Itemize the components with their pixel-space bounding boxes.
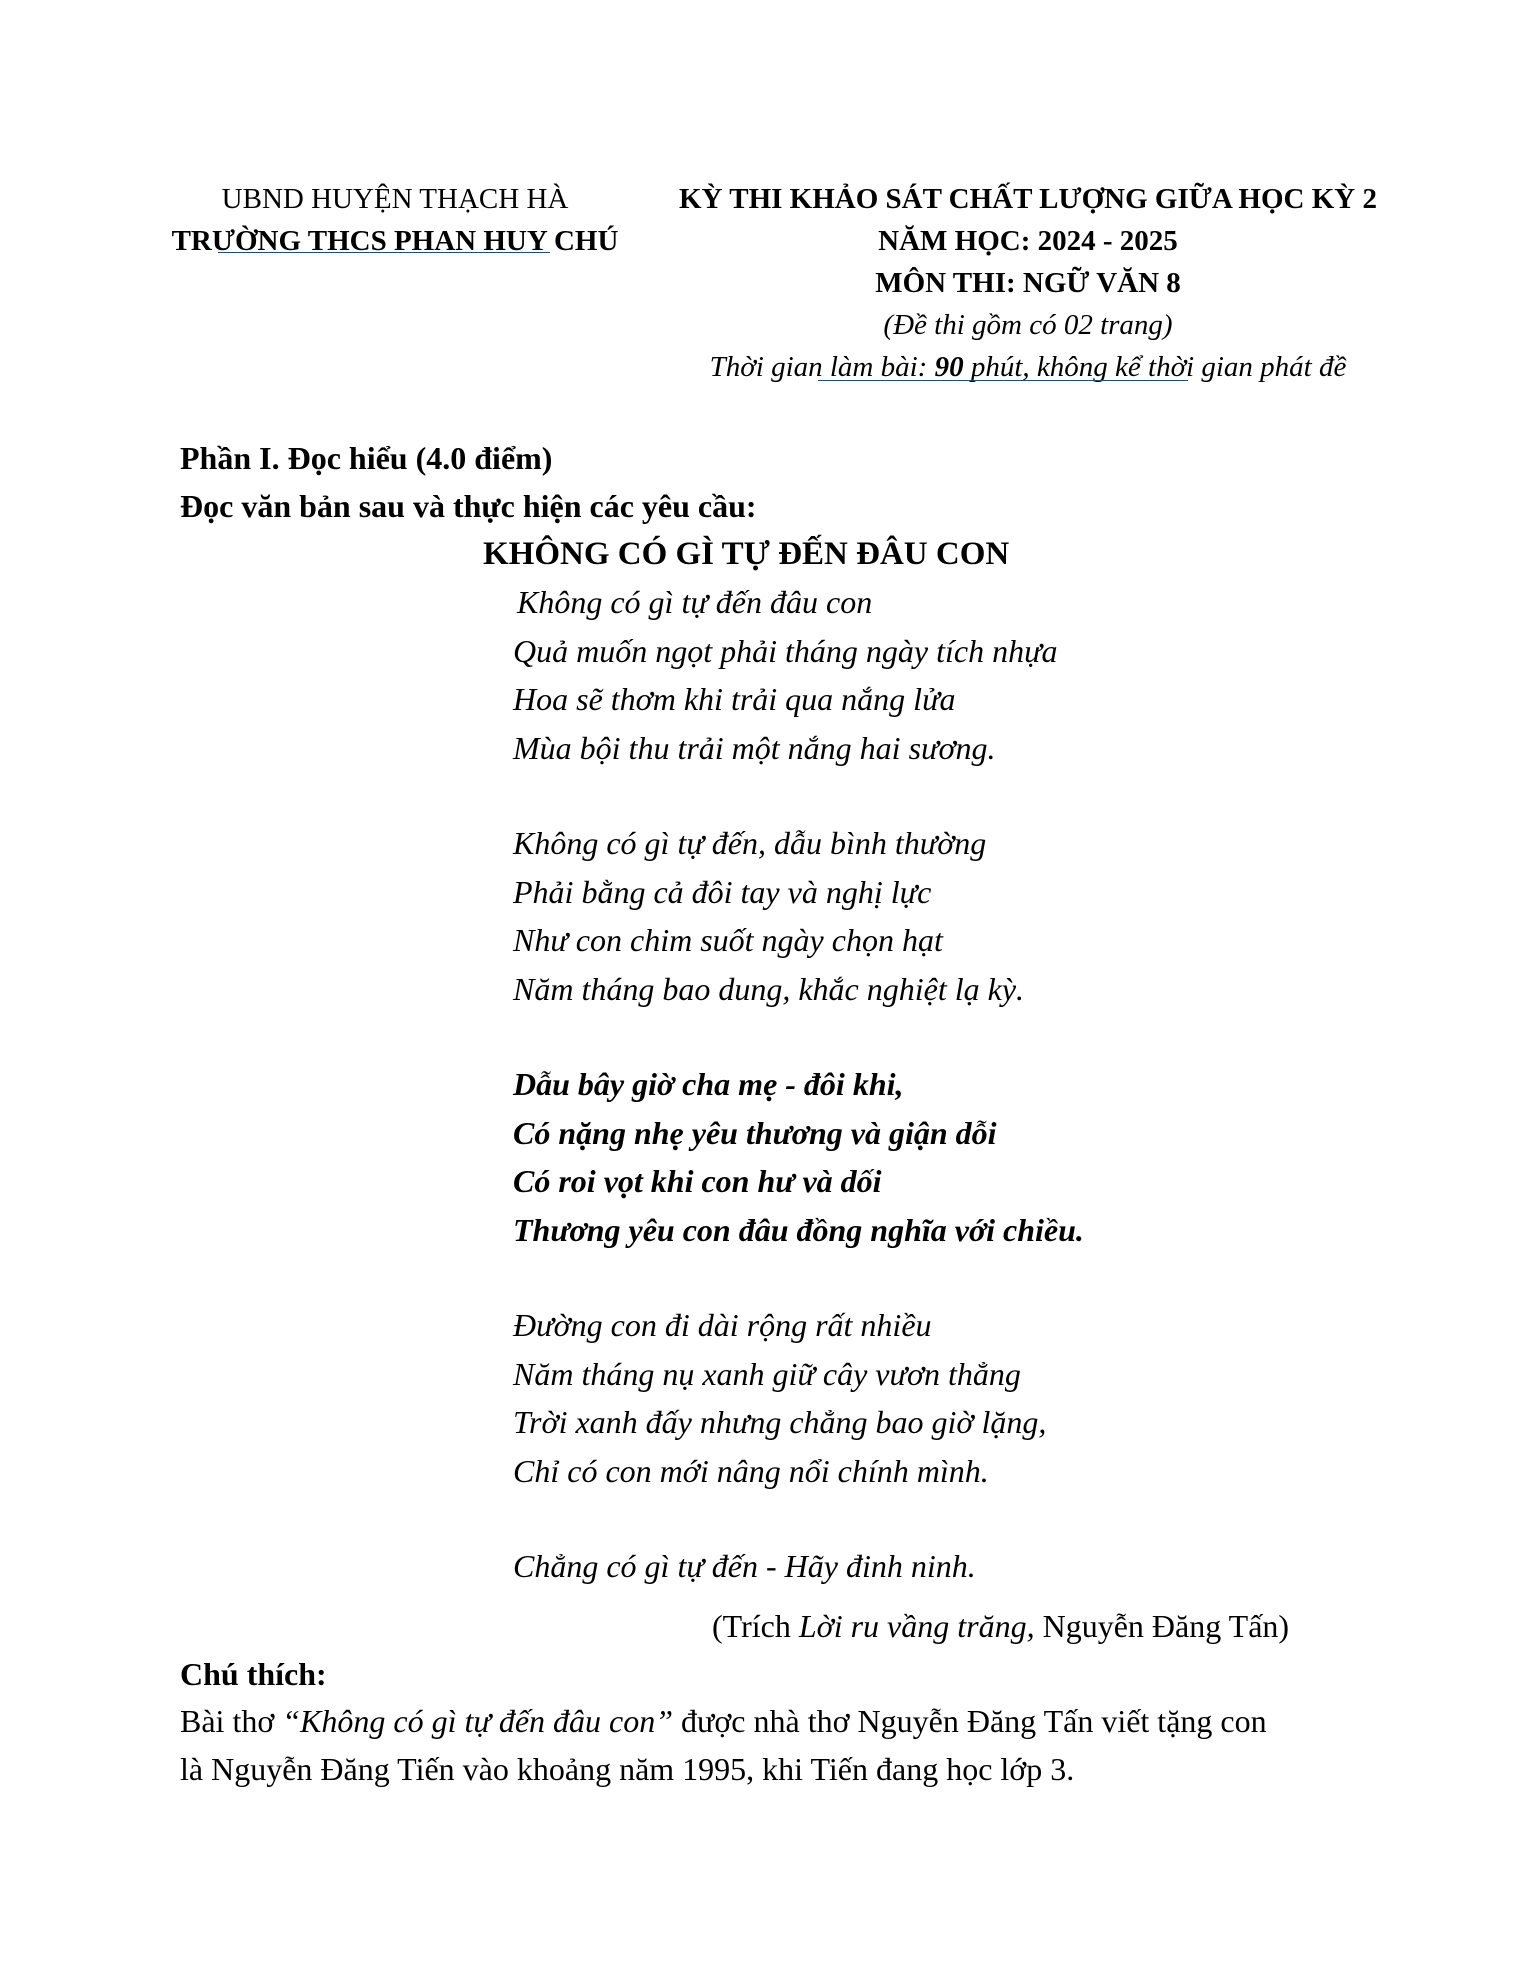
poem-line: Phải bằng cả đôi tay và nghị lực [513, 873, 932, 910]
time-allowed: Thời gian làm bài: 90 phút, không kể thời gian phát đề [709, 351, 1347, 383]
poem-line: Không có gì tự đến, dẫu bình thường [513, 825, 987, 861]
notes-line-1: Bài thơ “Không có gì tự đến đâu con” được nhà thơ Nguyễn Đăng Tấn viết tặng con [180, 1703, 1267, 1739]
poem-line: Đường con đi dài rộng rất nhiều [513, 1307, 932, 1343]
stanza-2 [513, 819, 1084, 1013]
poem-body [513, 578, 1084, 1591]
poem-line: Năm tháng bao dung, khắc nghiệt lạ kỳ. [513, 970, 1025, 1007]
section-heading [180, 434, 757, 530]
poem-line: Trời xanh đấy nhưng chẳng bao giờ lặng, [513, 1404, 1047, 1440]
poem-line: Có roi vọt khi con hư và dối [513, 1163, 882, 1199]
poem-line: Năm tháng nụ xanh giữ cây vươn thẳng [513, 1355, 1021, 1392]
poem-line: Dẫu bây giờ cha mẹ - đôi khi, [513, 1066, 904, 1102]
poem-line: Thương yêu con đâu đồng nghĩa với chiều. [513, 1211, 1084, 1248]
poem-line: Chỉ có con mới nâng nổi chính mình. [513, 1452, 989, 1489]
poem-line: Hoa sẽ thơm khi trải qua nắng lửa [513, 681, 956, 717]
time-underline [818, 380, 1188, 381]
stanza-5 [513, 1542, 1084, 1591]
poem-line: Mùa bội thu trải một nắng hai sương. [513, 729, 996, 766]
poem-line: Không có gì tự đến đâu con [517, 584, 873, 620]
section-instruction: Đọc văn bản sau và thực hiện các yêu cầu: [180, 488, 757, 524]
page-count-note: (Đề thi gồm có 02 trang) [883, 309, 1173, 341]
left-header [160, 178, 630, 262]
notes-body [180, 1697, 1267, 1793]
district-name: UBND HUYỆN THẠCH HÀ [221, 183, 569, 215]
section-title: Phần I. Đọc hiểu (4.0 điểm) [180, 440, 553, 476]
school-year: NĂM HỌC: 2024 - 2025 [878, 225, 1178, 257]
poem-title: KHÔNG CÓ GÌ TỰ ĐẾN ĐÂU CON [483, 536, 1010, 572]
school-name: TRƯỜNG THCS PHAN HUY CHÚ [171, 225, 619, 257]
stanza-1 [513, 578, 1084, 772]
notes-line-2: là Nguyễn Đăng Tiến vào khoảng năm 1995, khi Tiến đang học lớp 3. [180, 1751, 1075, 1787]
school-name-underline [218, 252, 550, 253]
right-header [648, 178, 1408, 388]
stanza-3 [513, 1060, 1084, 1254]
notes-heading: Chú thích: [180, 1656, 327, 1692]
exam-subject: MÔN THI: NGỮ VĂN 8 [875, 267, 1181, 299]
poem-source: (Trích Lời ru vầng trăng, Nguyễn Đăng Tấn) [712, 1608, 1290, 1644]
poem-line: Như con chim suốt ngày chọn hạt [513, 922, 943, 958]
poem-line: Chẳng có gì tự đến - Hãy đinh ninh. [513, 1548, 976, 1584]
exam-title: KỲ THI KHẢO SÁT CHẤT LƯỢNG GIỮA HỌC KỲ 2 [679, 183, 1377, 215]
poem-line: Quả muốn ngọt phải tháng ngày tích nhựa [513, 632, 1058, 669]
poem-line: Có nặng nhẹ yêu thương và giận dỗi [513, 1114, 997, 1151]
stanza-4 [513, 1301, 1084, 1495]
